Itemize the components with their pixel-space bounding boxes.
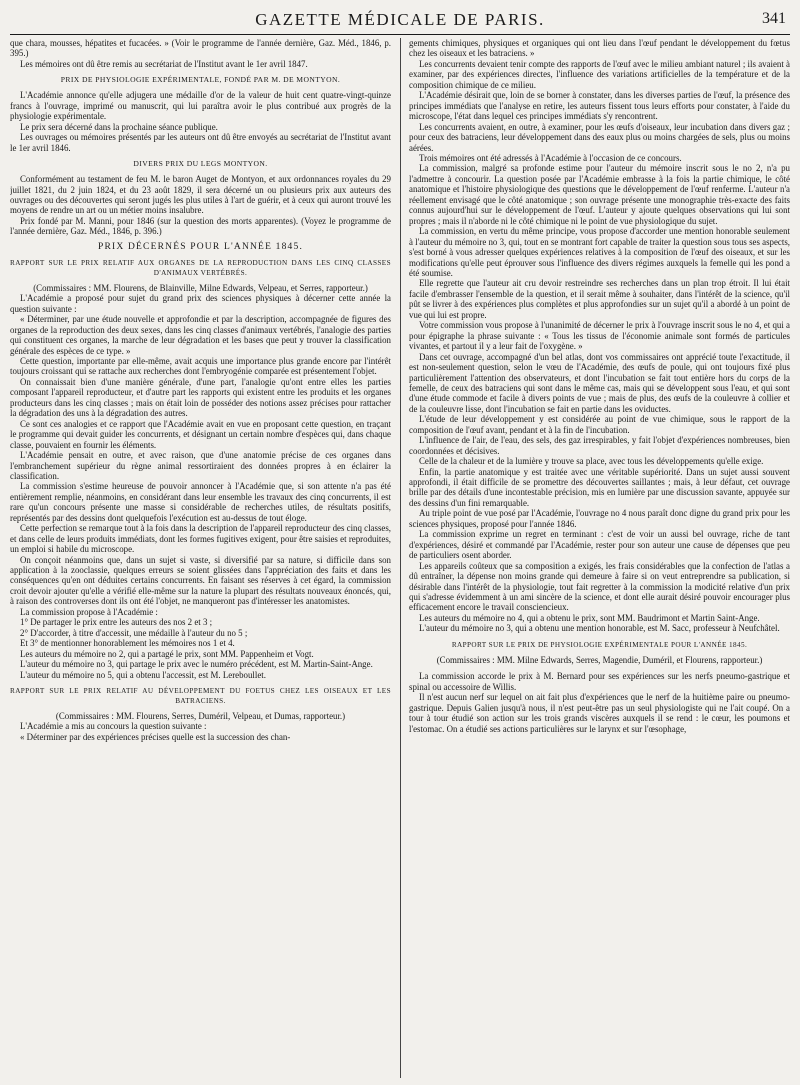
- paragraph: Prix fondé par M. Manni, pour 1846 (sur la question des morts apparentes). (Voyez le programme de l'année dernière, Gaz. Méd., 1846, p. 396.): [10, 215, 391, 237]
- paragraph: Enfin, la partie anatomique y est traitée avec une véritable supériorité. Dans un sujet aussi souvent approfondi, il était difficile de se promettre des découvertes saillantes ; mais, à leur défaut, cet ouvrage brille par des détails d'une incontestable précision, mis en lumière par une discussion savante, appuyée sur des dessins d'un fini remarquable.: [409, 466, 790, 508]
- paragraph: Il n'est aucun nerf sur lequel on ait fait plus d'expériences que le nerf de la huitième paire ou pneumo-gastrique. Depuis Galien jusqu'à nous, il n'est peut-être pas un seul physiologiste qui ne l'ait coupé. On a tour à tour étudié son action sur les trois grands viscères auxquels il se rend : le cœur, les poumons et l'estomac. On a étudié ses actions particulières sur le larynx et sur l'œsophage,: [409, 692, 790, 734]
- paragraph: Au triple point de vue posé par l'Académie, l'ouvrage no 4 nous paraît donc digne du grand prix pour les sciences physiques, proposé pour l'année 1846.: [409, 508, 790, 529]
- page-header: [10, 0, 790, 35]
- paragraph: Les concurrents avaient, en outre, à examiner, pour les œufs d'oiseaux, leur incubation dans divers gaz ; pour ceux des batraciens, leur développement dans des eaux plus ou moins chargées de sels, plus ou moins aérées.: [409, 121, 790, 153]
- paragraph: L'étude de leur développement y est considérée au point de vue chimique, sous le rapport de la composition de l'œuf avant, pendant et à la fin de l'incubation.: [409, 414, 790, 435]
- commissioners: (Commissaires : MM. Flourens, de Blainville, Milne Edwards, Velpeau, et Serres, rapporteur.): [33, 282, 368, 293]
- paragraph: Les appareils coûteux que sa composition a exigés, les frais considérables que la confection de l'atlas a dû entraîner, la dépense non moins grande qui demeure à faire si on veut entreprendre sa publication, si désirable dans l'intérêt de la physiologie, tout fait regretter à la commission la modicité relative d'un prix qui s'adresse évidemment à un ami sincère de la science, et dont elle aurait désiré pouvoir encourager plus efficacement encore le travail consciencieux.: [409, 560, 790, 613]
- journal-title: GAZETTE MÉDICALE DE PARIS.: [255, 10, 545, 29]
- paragraph: La commission exprime un regret en terminant : c'est de voir un aussi bel ouvrage, riche de tant d'expériences, désiré et commandé par l'Académie, rester pour son auteur une cause de dépenses que peu de particuliers osent aborder.: [409, 529, 790, 561]
- paragraph: Les auteurs du mémoire no 4, qui a obtenu le prix, sont MM. Baudrimont et Martin Saint-Ange.: [419, 612, 760, 623]
- left-column: [10, 38, 391, 1082]
- paragraph: La commission, malgré sa profonde estime pour l'auteur du mémoire inscrit sous le no 2, n'a pu l'admettre à concourir. La question posée par l'Académie embrasse à la fois la partie chimique, le côté anatomique et l'histoire physiologique des questions que le développement de l'œuf renferme. L'auteur n'a réellement envisagé que le côté anatomique ; son ouvrage présente une monographie très-exacte des faits connus aujourd'hui sur le développement de l'œuf. L'auteur y ajoute quelques observations qui lui sont propres ; mais il n'aborde ni le côté chimique ni le point de vue physiologique du sujet.: [409, 163, 790, 226]
- paragraph: Les mémoires ont dû être remis au secrétariat de l'Institut avant le 1er avril 1847.: [20, 58, 308, 69]
- section-heading: DIVERS PRIX DU LEGS MONTYON.: [133, 159, 268, 169]
- paragraph: 1° De partager le prix entre les auteurs des nos 2 et 3 ;: [20, 617, 213, 628]
- paragraph: L'Académie a proposé pour sujet du grand prix des sciences physiques à décerner cette année la question suivante :: [10, 293, 391, 314]
- paragraph: La commission, en vertu du même principe, vous propose d'accorder une mention honorable seulement à l'auteur du mémoire no 3, qui, tout en se montrant fort capable de traiter la question sous tous ses aspects, s'est borné à vous adresser quelques expériences relatives à la composition de l'œuf des oiseaux, et sur les modifications qu'elle peut éprouver sous l'influence des divers régimes auxquels la femelle qui les pond a été soumise.: [409, 226, 790, 278]
- paragraph: L'auteur du mémoire no 3, qui a obtenu une mention honorable, est M. Sacc, professeur à Neufchâtel.: [419, 623, 780, 634]
- paragraph: Cette question, importante par elle-même, avait acquis une importance plus grande encore par l'intérêt toujours croissant qui se rattache aux recherches dont l'embryogénie comparée est présentement l'objet.: [10, 355, 391, 377]
- paragraph: L'auteur du mémoire no 5, qui a obtenu l'accessit, est M. Lereboullet.: [20, 669, 266, 680]
- paragraph: L'auteur du mémoire no 3, qui partage le prix avec le numéro précédent, est M. Martin-Saint-Ange.: [20, 659, 373, 670]
- paragraph: La commission s'estime heureuse de pouvoir annoncer à l'Académie que, si son attente n'a pas été entièrement remplie, néanmoins, en considérant dans leur ensemble les travaux des cinq concurrents, il est rare qu'un concours présente une masse si considérable de recherches utiles, de résultats positifs, représentés par des dessins dont quelquefois l'exécution est au-dessus de tout éloge.: [10, 481, 391, 523]
- paragraph: que chara, mousses, hépatites et fucacées. » (Voir le programme de l'année dernière, Gaz. Méd., 1846, p. 395.): [10, 38, 391, 59]
- paragraph: On conçoit néanmoins que, dans un sujet si vaste, si diversifié par sa nature, si difficile dans son application à la zooclassie, quelques erreurs se soient glissées dans l'appréciation des faits et dans les conséquences qu'en ont déduites certains concurrents. En faisant ses réserves à cet égard, la commission croit devoir ajouter qu'elle a vérifié elle-même sur la nature la plupart des résultats nouveaux énoncés, qui, à raison des controverses dont ils ont été l'objet, ne manqueront pas d'intéresser les anatomistes.: [10, 554, 391, 607]
- page-number: 341: [762, 10, 786, 27]
- paragraph: Cette perfection se remarque tout à la fois dans la description de l'appareil reproducteur des cinq classes, et dans celle de leurs produits immédiats, dont les formes fugitives exigent, pour être saisies et reproduites, un emploi si habile du microscope.: [10, 523, 391, 555]
- paragraph: Votre commission vous propose à l'unanimité de décerner le prix à l'ouvrage inscrit sous le no 4, et qui a pour épigraphe la phrase suivante : « Tous les tissus de l'économie animale sont formés de particules vivantes, et partout il y a leur fait de l'oxygène. »: [409, 320, 790, 352]
- paragraph: Celle de la chaleur et de la lumière y trouve sa place, avec tous les développements qu'elle exige.: [419, 456, 764, 467]
- paragraph: Les concurrents devaient tenir compte des rapports de l'œuf avec le milieu ambiant naturel ; ils avaient à examiner, par des expériences directes, l'influence des variations artificielles de la température et de la composition chimique de ce milieu.: [409, 58, 790, 90]
- paragraph: Dans cet ouvrage, accompagné d'un bel atlas, dont vos commissaires ont apprécié toute l'exactitude, il est non-seulement question, selon le vœu de l'Académie, des œufs de poule, qui ont toujours fixé plus particulièrement l'attention des observateurs, et dont l'incubation se fait tout entière hors du corps de la femelle, de ceux des batraciens qui sont dans le même cas, mais qui se développent sous l'eau, et qui sont d'une étude commode et facile à divers points de vue ; mais de plus, des œufs de la couleuvre à collier et de la couleuvre lisse, dont l'incubation se fait en partie dans les oviductes.: [409, 351, 790, 414]
- paragraph: L'Académie a mis au concours la question suivante :: [20, 721, 207, 732]
- paragraph: Ce sont ces analogies et ce rapport que l'Académie avait en vue en proposant cette question, en traçant le programme qui devait guider les concurrents, et désignant un certain nombre d'espèces qui, dans chaque classe, pouvaient en fournir les éléments.: [10, 418, 391, 450]
- report-heading: RAPPORT SUR LE PRIX RELATIF AU DÉVELOPPEMENT DU FOETUS CHEZ LES OISEAUX ET LES BATRACIENS.: [10, 687, 391, 706]
- column-divider: [400, 38, 401, 1078]
- paragraph: Elle regrette que l'auteur ait cru devoir restreindre ses recherches dans un plan trop étroit. Il lui était facile d'embrasser l'ensemble de la question, et il serait même à souhaiter, dans l'intérêt de la science, qu'il pût se livrer à des expériences plus complètes et plus approfondies sur un sujet qu'il a abordé à un point de vue qui lui est propre.: [409, 278, 790, 320]
- report-heading: RAPPORT SUR LE PRIX RELATIF AUX ORGANES DE LA REPRODUCTION DANS LES CINQ CLASSES D'ANIMAUX VERTÉBRÉS.: [10, 258, 391, 277]
- paragraph: Les ouvrages ou mémoires présentés par les auteurs ont dû être envoyés au secrétariat de l'Institut avant le 1er avril 1846.: [10, 132, 391, 153]
- paragraph: « Déterminer, par une étude nouvelle et approfondie et par la description, accompagnée de figures des organes de la reproduction des deux sexes, dans les cinq classes d'animaux vertébrés, l'analogie des parties qui constituent ces organes, la marche de leur dégradation et les bases que peut y trouver la classification générale des espèces de ce type. »: [10, 314, 391, 356]
- paragraph: Et 3° de mentionner honorablement les mémoires nos 1 et 4.: [20, 638, 235, 649]
- section-heading: PRIX DE PHYSIOLOGIE EXPÉRIMENTALE, FONDÉ PAR M. DE MONTYON.: [60, 75, 341, 85]
- section-heading: PRIX DÉCERNÉS POUR L'ANNÉE 1845.: [97, 241, 304, 252]
- paragraph: L'influence de l'air, de l'eau, des sels, des gaz irrespirables, y fait l'objet d'expériences nombreuses, bien coordonnées et décisives.: [409, 435, 790, 456]
- paragraph: L'Académie désirait que, loin de se borner à constater, dans les diverses parties de l'œuf, la présence des principes immédiats que l'analyse en retire, les auteurs fissent tous leurs efforts pour constater, à l'aide du microscope, l'état dans lequel ces principes immédiats s'y rencontrent.: [409, 90, 790, 122]
- paragraph: La commission accorde le prix à M. Bernard pour ses expériences sur les nerfs pneumo-gastrique et spinal ou accessoire de Willis.: [409, 671, 790, 692]
- paragraph: Trois mémoires ont été adressés à l'Académie à l'occasion de ce concours.: [419, 152, 682, 163]
- paragraph: La commission propose à l'Académie :: [20, 606, 158, 617]
- paragraph: « Déterminer par des expériences précises quelle est la succession des chan-: [20, 731, 291, 742]
- paragraph: gements chimiques, physiques et organiques qui ont lieu dans l'œuf pendant le développement du fœtus chez les oiseaux et les batraciens. »: [409, 38, 790, 59]
- commissioners: (Commissaires : MM. Milne Edwards, Serres, Magendie, Duméril, et Flourens, rapporteur.): [436, 654, 763, 665]
- commissioners: (Commissaires : MM. Flourens, Serres, Duméril, Velpeau, et Dumas, rapporteur.): [55, 711, 346, 722]
- paragraph: L'Académie pensait en outre, et avec raison, que d'une anatomie précise de ces organes dans l'embranchement supérieur du règne animal ressortiraient des données propres à en éclairer la classification.: [10, 450, 391, 481]
- paragraph: L'Académie annonce qu'elle adjugera une médaille d'or de la valeur de huit cent quatre-vingt-quinze francs à l'ouvrage, imprimé ou manuscrit, qui lui paraîtra avoir le plus contribué aux progrès de la physiologie expérimentale.: [10, 90, 391, 122]
- paragraph: Conformément au testament de feu M. le baron Auget de Montyon, et aux ordonnances royales du 29 juillet 1821, du 2 juin 1824, et du 23 août 1829, il sera décerné un ou plusieurs prix aux auteurs des ouvrages ou des découvertes qui seront jugés les plus utiles à l'art de guérir, et à ceux qui auront trouvé les moyens de rendre un art ou un métier moins insalubre.: [10, 174, 391, 216]
- report-heading: RAPPORT SUR LE PRIX DE PHYSIOLOGIE EXPÉRIMENTALE POUR L'ANNÉE 1845.: [451, 640, 748, 649]
- paragraph: Les auteurs du mémoire no 2, qui a partagé le prix, sont MM. Pappenheim et Vogt.: [20, 648, 314, 659]
- paragraph: Le prix sera décerné dans la prochaine séance publique.: [20, 121, 218, 132]
- paragraph: 2° D'accorder, à titre d'accessit, une médaille à l'auteur du no 5 ;: [20, 627, 248, 638]
- paragraph: On connaissait bien d'une manière générale, d'une part, l'analogie qu'ont entre elles les parties composant l'appareil reproducteur, et d'autre part les rapports qui existent entre les produits et les organes producteurs dans les cinq classes ; mais on était loin de posséder des notions assez précises pour rattacher la dégradation des uns à la dégradation des autres.: [10, 376, 391, 419]
- right-column: [409, 38, 790, 1082]
